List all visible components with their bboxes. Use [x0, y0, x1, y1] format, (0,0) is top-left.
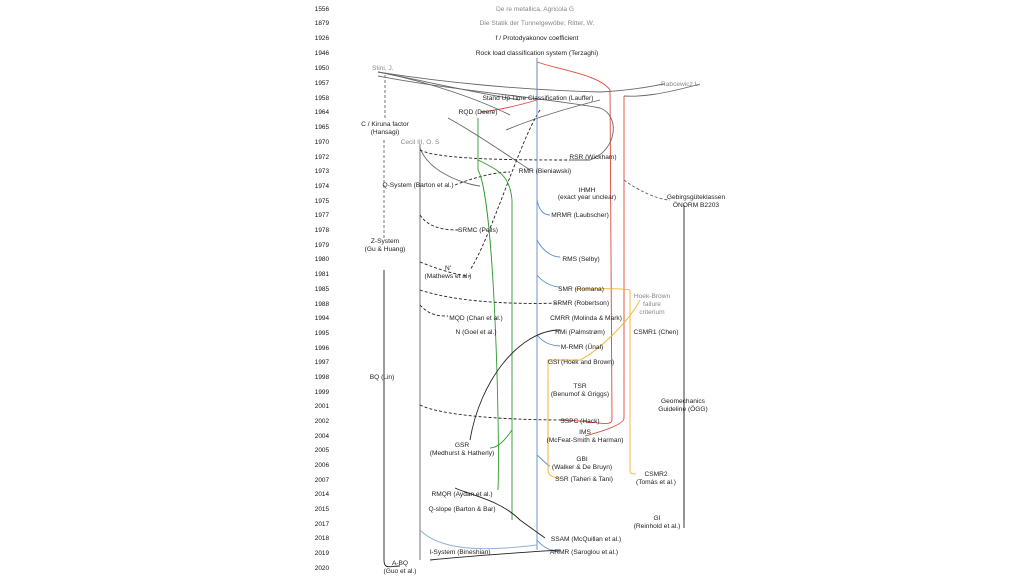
year-label: 1996 [314, 345, 329, 352]
node-ihmh: IHMH [578, 187, 596, 194]
edge-green-main [478, 160, 512, 520]
node-zsystem-sub: (Gu & Huang) [364, 246, 406, 253]
node-tsr-sub: (Benumof & Griggs) [550, 391, 610, 398]
node-nprime-sub: (Mathews et al.) [424, 273, 472, 280]
node-agricola: De re metallica, Agricola G [495, 6, 575, 13]
node-hoekbrown: Hoek-Brown [633, 293, 671, 300]
edge-dash-rmr-nprime [470, 110, 540, 270]
node-mqd: MQD (Chan et al.) [449, 315, 503, 322]
edge-blue-mrmr-unal [537, 335, 560, 346]
edge-blue-mrmr [537, 200, 550, 215]
edge-orange-csmr [630, 290, 636, 474]
year-label: 2019 [314, 550, 329, 557]
node-nprime: N' [444, 265, 452, 272]
node-protodyakonov: f / Protodyakonov coefficient [495, 35, 579, 42]
node-lauffer: Stand Up Time Classification (Lauffer) [482, 95, 594, 102]
edge-black-bq [384, 270, 400, 567]
node-hoekbrown-sub1: failure [643, 301, 661, 308]
year-label: 2018 [314, 535, 329, 542]
node-ssam: SSAM (McQuillan et al.) [550, 536, 622, 543]
node-csmr2-sub: (Tomás et al.) [636, 479, 676, 486]
node-terzaghi: Rock load classification system (Terzaghi) [475, 50, 599, 57]
node-gsr: GSR [454, 442, 470, 449]
year-label: 1974 [314, 183, 329, 190]
year-label: 1926 [314, 35, 329, 42]
node-ritter: Die Statik der Tunnelgewöbe; Ritter, W. [479, 20, 595, 27]
node-isystem: I-System (Bineshian) [429, 549, 491, 556]
node-srmr: SRMR (Robertson) [552, 300, 610, 307]
node-rms: RMS (Selby) [562, 256, 600, 263]
node-ims: IMS [579, 429, 591, 436]
year-label: 2014 [314, 491, 329, 498]
edge-blue-rms [537, 240, 560, 257]
year-label: 1975 [314, 198, 329, 205]
year-label: 1978 [314, 227, 329, 234]
node-rmqr: RMQR (Aydan et al.) [431, 491, 493, 498]
node-geomech: Geomechanics [661, 398, 705, 405]
node-abq: A-BQ [391, 560, 409, 567]
year-label: 1970 [314, 139, 329, 146]
year-label: 1964 [314, 109, 329, 116]
node-csmr2: CSMR2 [644, 471, 668, 478]
node-mrmr-unal: M-RMR (Ünal) [560, 344, 604, 351]
node-cmrr: CMRR (Molinda & Mark) [550, 315, 622, 322]
node-tsr: TSR [573, 383, 587, 390]
node-gsr-sub: (Medhurst & Hatherly) [429, 450, 495, 457]
year-label: 1997 [314, 359, 329, 366]
node-rmr: RMR (Bieniawski) [518, 168, 572, 175]
node-ims-sub: (McFeat-Smith & Harman) [546, 437, 624, 444]
year-label: 1973 [314, 168, 329, 175]
node-smr: SMR (Romana) [558, 286, 604, 293]
node-qslope: Q-slope (Barton & Bar) [428, 506, 496, 513]
year-label: 1979 [314, 242, 329, 249]
node-rabcewicz: Rabcewicz L. [661, 81, 701, 88]
year-label: 1998 [314, 374, 329, 381]
edge-gebirg [624, 180, 670, 200]
node-bq-lin: BQ (Lin) [369, 374, 395, 381]
node-csmr1: CSMR1 (Chen) [633, 329, 679, 336]
year-label: 1879 [314, 20, 329, 27]
node-gebirg-sub: ÖNORM B2203 [672, 202, 720, 209]
edge-blue-smr [537, 275, 560, 287]
year-label: 1994 [314, 315, 329, 322]
year-label: 1957 [314, 80, 329, 87]
year-label: 2020 [314, 565, 329, 572]
year-label: 1950 [314, 65, 329, 72]
edge-orange-gsi [548, 300, 640, 470]
edge-red-ims [585, 96, 624, 436]
edge-dash-mqd [420, 305, 448, 316]
node-rmi: RMi (Palmstrøm) [555, 329, 605, 336]
node-gi-sub: (Reinhold et al.) [633, 523, 681, 530]
year-label: 1965 [314, 124, 329, 131]
edge-dash-sspc [420, 405, 565, 420]
node-kiruna-sub: (Hansagi) [370, 129, 400, 136]
node-kiruna: C / Kiruna factor [361, 121, 409, 128]
node-srmc: SRMC (Pells) [458, 227, 498, 234]
node-gi: GI [653, 515, 661, 522]
year-label: 2005 [314, 447, 329, 454]
year-axis [315, 6, 330, 572]
node-sspc: SSPC (Hack) [560, 418, 600, 425]
year-label: 1556 [314, 6, 329, 13]
node-ihmh-sub: (exact year unclear) [557, 194, 617, 201]
year-label: 2006 [314, 462, 329, 469]
node-zsystem: Z-System [370, 238, 400, 245]
node-gsi: GSI (Hoek and Brown) [547, 359, 615, 366]
edge-blue-isystem [420, 530, 537, 549]
node-gbi-sub: (Walker & De Bruyn) [551, 464, 613, 471]
node-gbi: GBI [576, 456, 588, 463]
year-label: 2015 [314, 506, 329, 513]
year-label: 1995 [314, 330, 329, 337]
year-label: 1985 [314, 286, 329, 293]
node-n-goel: N (Goel et al.) [455, 329, 497, 336]
edge-dash-rsr [420, 150, 570, 160]
node-hoekbrown-sub2: criterium [639, 309, 665, 316]
node-rsr: RSR (Wickham) [569, 154, 617, 161]
year-label: 1999 [314, 389, 329, 396]
node-cecil: Cecil III, O. S [400, 139, 440, 146]
year-label: 1972 [314, 154, 329, 161]
year-label: 1946 [314, 50, 329, 57]
node-armr: ARMR (Saroglou et al.) [549, 549, 619, 556]
year-label: 2007 [314, 477, 329, 484]
year-label: 2001 [314, 403, 329, 410]
year-label: 2017 [314, 521, 329, 528]
year-label: 2002 [314, 418, 329, 425]
node-stini: Stini, J. [372, 65, 394, 72]
edge-green-gsr [490, 430, 512, 448]
year-label: 1958 [314, 95, 329, 102]
edge-dash-srmc [420, 215, 460, 230]
node-rqd: RQD (Deere) [458, 109, 498, 116]
year-label: 1977 [314, 212, 329, 219]
year-label: 1981 [314, 271, 329, 278]
node-abq-sub: (Guo et al.) [383, 568, 417, 575]
year-label: 2004 [314, 433, 329, 440]
node-mrmr: MRMR (Laubscher) [551, 212, 609, 219]
year-label: 1988 [314, 301, 329, 308]
year-label: 1980 [314, 256, 329, 263]
node-ssr: SSR (Taheri & Tani) [555, 476, 613, 483]
node-geomech-sub: Guideline (ÖGG) [658, 406, 708, 413]
node-gebirg: Gebirgsgüteklassen [666, 194, 726, 201]
edge-dash-srmr [420, 290, 560, 303]
edge-cecil-q [420, 148, 480, 186]
node-qsystem: Q-System (Barton et al.) [382, 182, 454, 189]
edge-black-gsr [470, 330, 560, 440]
